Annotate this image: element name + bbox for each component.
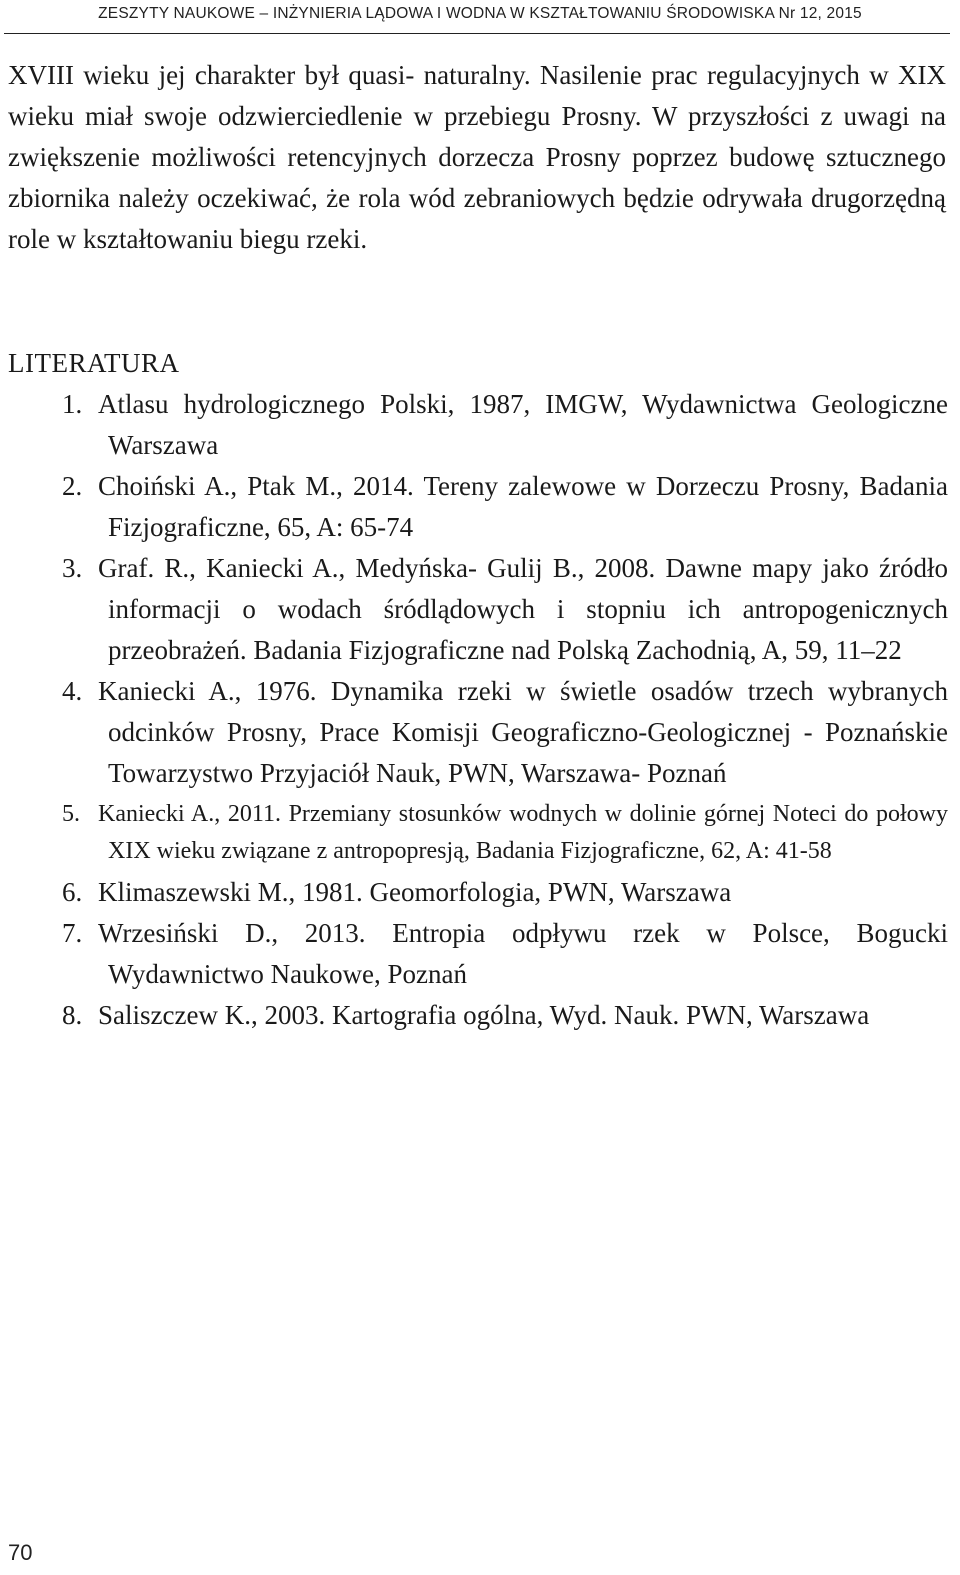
- reference-text: Klimaszewski M., 1981. Geomorfologia, PWN, Warszawa: [98, 877, 732, 907]
- page-number: 70: [8, 1540, 33, 1565]
- reference-list: [0, 384, 948, 1036]
- reference-number: 5.: [62, 801, 80, 827]
- reference-number: 8.: [62, 1000, 83, 1030]
- reference-number: 2.: [62, 471, 83, 501]
- reference-text: Choiński A., Ptak M., 2014. Tereny zalewowe w Dorzeczu Prosny, Badania Fizjograficzne, 65, A: 65-74: [98, 471, 948, 542]
- reference-item: [0, 548, 948, 671]
- reference-item: [0, 995, 948, 1036]
- reference-number: 6.: [62, 877, 83, 907]
- reference-item: [0, 384, 948, 466]
- reference-item: [0, 872, 948, 913]
- reference-number: 3.: [62, 553, 83, 583]
- reference-text: Wrzesiński D., 2013. Entropia odpływu rzek w Polsce, Bogucki Wydawnictwo Naukowe, Poznań: [98, 918, 948, 989]
- reference-number: 4.: [62, 676, 83, 706]
- reference-text: Saliszczew K., 2003. Kartografia ogólna, Wyd. Nauk. PWN, Warszawa: [98, 1000, 870, 1030]
- reference-number: 7.: [62, 918, 83, 948]
- reference-item: [0, 796, 948, 870]
- reference-text: Atlasu hydrologicznego Polski, 1987, IMGW, Wydawnictwa Geologiczne Warszawa: [98, 389, 948, 460]
- header-rule: [4, 33, 950, 34]
- reference-item: [0, 671, 948, 794]
- reference-item: [0, 466, 948, 548]
- reference-text: Graf. R., Kaniecki A., Medyńska- Gulij B., 2008. Dawne mapy jako źródło informacji o wodach śródlądowych i stopniu ich antropogenicznych przeobrażeń. Badania Fizjograficzne nad Polską Zachodnią, A, 59, 11–22: [98, 553, 948, 665]
- literature-heading: LITERATURA: [8, 348, 180, 378]
- body-paragraph: XVIII wieku jej charakter był quasi- naturalny. Nasilenie prac regulacyjnych w XIX wieku miał swoje odzwierciedlenie w przebiegu Prosny. W przyszłości z uwagi na zwiększenie możliwości retencyjnych dorzecza Prosny poprzez budowę sztucznego zbiornika należy oczekiwać, że rola wód zebraniowych będzie odrywała drugorzędną role w kształtowaniu biegu rzeki.: [8, 60, 946, 254]
- reference-text: Kaniecki A., 2011. Przemiany stosunków wodnych w dolinie górnej Noteci do połowy XIX wieku związane z antropopresją, Badania Fizjograficzne, 62, A: 41-58: [98, 801, 948, 864]
- reference-text: Kaniecki A., 1976. Dynamika rzeki w świetle osadów trzech wybranych odcinków Prosny, Prace Komisji Geograficzno-Geologicznej - Poznańskie Towarzystwo Przyjaciół Nauk, PWN, Warszawa- Poznań: [98, 676, 948, 788]
- reference-item: [0, 913, 948, 995]
- reference-number: 1.: [62, 389, 83, 419]
- running-header: ZESZYTY NAUKOWE – INŻYNIERIA LĄDOWA I WODNA W KSZTAŁTOWANIU ŚRODOWISKA Nr 12, 2015: [98, 5, 862, 22]
